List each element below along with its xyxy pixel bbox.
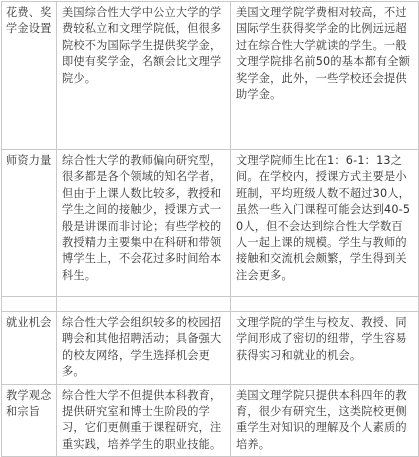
liberal-arts-cost-scholarship: 美国文理学院学费相对较高，不过国际学生获得奖学金的比例远远超过在综合性大学就读的学生。一般文理学院排名前50的基本都有全额奖学金，此外，一些学校还会提供助学金。 [231,2,419,150]
spacer-cell [57,297,231,312]
university-teaching-philosophy: 综合性大学不但提供本科教育，提供研究室和博士生阶段的学习，它们更侧重于课程研究，注重实践，培养学生的职业技能。 [57,384,231,457]
spacer-cell [231,297,419,312]
university-employment: 综合性大学会组织较多的校园招聘会和其他招聘活动；具备强大的校友网络，学生选择机会更多。 [57,312,231,385]
table-row [2,150,419,297]
row-label-teaching-philosophy: 教学观念和宗旨 [2,384,57,457]
comparison-table [1,1,419,457]
table-spacer-row [2,297,419,312]
table-row [2,2,419,150]
table-row [2,384,419,457]
spacer-cell [2,297,57,312]
liberal-arts-teaching-philosophy: 美国文理学院只提供本科四年的教育，很少有研究生，这类院校更侧重学生对知识的理解及个人素质的培养。 [231,384,419,457]
liberal-arts-employment: 文理学院的学生与校友、教授、同学间形成了密切的纽带，学生容易获得实习和就业的机会。 [231,312,419,385]
row-label-employment: 就业机会 [2,312,57,385]
row-label-cost-scholarship: 花费、奖学金设置 [2,2,57,150]
university-faculty: 综合性大学的教师偏向研究型，很多都是各个领域的知名学者，但由于上课人数比较多，教授和学生之间的接触少，授课方式一般是讲课而非讨论；有些学校的教授精力主要集中在科研和带领博学生上，不会花过多时间给本科生。 [57,150,231,297]
row-label-faculty: 师资力量 [2,150,57,297]
liberal-arts-faculty: 文理学院师生比在1：6-1：13之间。在学校内，授课方式主要是小班制，平均班级人数不超过30人，虽然一些入门课程可能会达到40-50人，但不会达到综合性大学数百人一起上课的规模。学生与教师的接触和交流机会颇繁，学生得到关注会更多。 [231,150,419,297]
table-row [2,312,419,385]
university-cost-scholarship: 美国综合性大学中公立大学的学费较私立和文理学院低，但很多院校不为国际学生提供奖学金，即使有奖学金，名额会比文理学院少。 [57,2,231,150]
